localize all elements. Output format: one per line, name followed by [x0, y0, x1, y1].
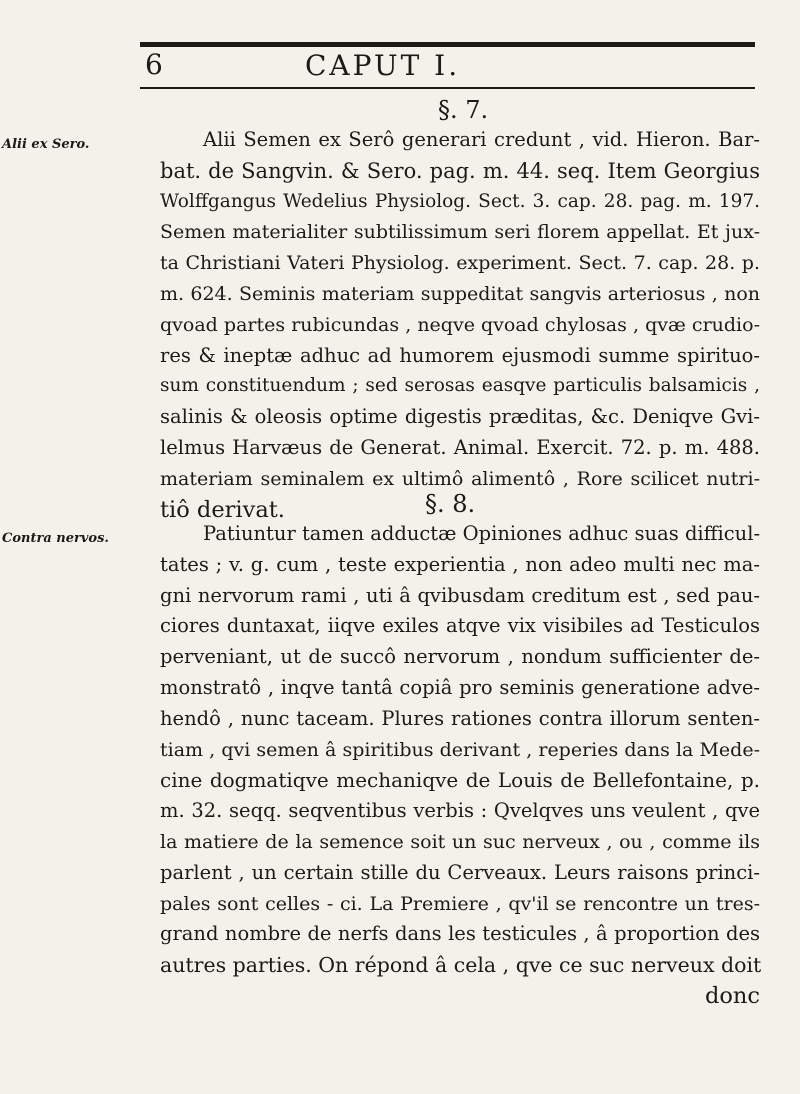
text-line: monstratô , inqve tantâ copiâ pro seminis generatione adve- [160, 675, 760, 699]
text-line: parlent , un certain stille du Cerveaux. Leurs raisons princi- [160, 860, 760, 884]
text-line: lelmus Harvæus de Generat. Animal. Exercit. 72. p. m. 488. [160, 435, 760, 459]
text-line: Semen materialiter subtilissimum seri florem appellat. Et jux- [160, 221, 760, 244]
header-rule-bottom [140, 87, 755, 89]
running-title: CAPUT I. [305, 49, 461, 82]
text-line: materiam seminalem ex ultimô alimentô , Rore scilicet nutri- [160, 467, 760, 490]
text-line: ta Christiani Vateri Physiolog. experiment. Sect. 7. cap. 28. p. [160, 252, 760, 275]
text-line: hendô , nunc taceam. Plures rationes contra illorum senten- [160, 706, 760, 730]
text-line: gni nervorum rami , uti â qvibusdam creditum est , sed pau- [160, 583, 760, 607]
text-line: salinis & oleosis optime digestis præditas, &c. Deniqve Gvi- [160, 405, 760, 429]
text-line: la matiere de la semence soit un suc nerveux , ou , comme ils [160, 830, 760, 853]
text-line: m. 32. seqq. seqventibus verbis : Qvelqves uns veulent , qve [160, 799, 760, 823]
text-line: bat. de Sangvin. & Sero. pag. m. 44. seq. Item Georgius [160, 158, 760, 183]
text-line: Patiuntur tamen adductæ Opiniones adhuc suas difficul- [203, 522, 761, 545]
text-line: autres parties. On répond â cela , qve ce suc nerveux doit [160, 953, 762, 978]
text-line: pales sont celles - ci. La Premiere , qv'il se rencontre un tres- [160, 892, 760, 915]
text-line: tates ; v. g. cum , teste experientia , non adeo multi nec ma- [160, 552, 760, 576]
section-number: §. 8. [425, 490, 476, 518]
text-line: m. 624. Seminis materiam suppeditat sangvis arteriosus , non [160, 282, 760, 305]
page-number: 6 [145, 48, 163, 81]
text-line: qvoad partes rubicundas , neqve qvoad chylosas , qvæ crudio- [160, 313, 760, 336]
paragraph [160, 125, 760, 525]
text-line: grand nombre de nerfs dans les testicules , â proportion des [160, 922, 760, 946]
text-line: tiô derivat. [160, 496, 285, 523]
paragraph [160, 519, 760, 1012]
margin-note: Alii ex Sero. [2, 137, 90, 152]
text-line: sum constituendum ; sed serosas easqve particulis balsamicis , [160, 375, 760, 397]
section-number: §. 7. [438, 96, 489, 124]
text-line: perveniant, ut de succô nervorum , nondum sufficienter de- [160, 645, 760, 669]
text-line: tiam , qvi semen â spiritibus derivant , reperies dans la Mede- [160, 738, 760, 761]
margin-note: Contra nervos. [2, 531, 109, 546]
text-line: res & ineptæ adhuc ad humorem ejusmodi summe spirituo- [160, 343, 760, 367]
text-line: cine dogmatiqve mechaniqve de Louis de Bellefontaine, p. [160, 768, 760, 793]
text-line: Wolffgangus Wedelius Physiolog. Sect. 3. cap. 28. pag. m. 197. [160, 190, 760, 212]
catchword: donc [704, 982, 760, 1009]
header-rule-top [140, 42, 755, 47]
text-line: Alii Semen ex Serô generari credunt , vid. Hieron. Bar- [203, 128, 760, 151]
text-line: ciores duntaxat, iiqve exiles atqve vix visibiles ad Testiculos [160, 614, 760, 638]
